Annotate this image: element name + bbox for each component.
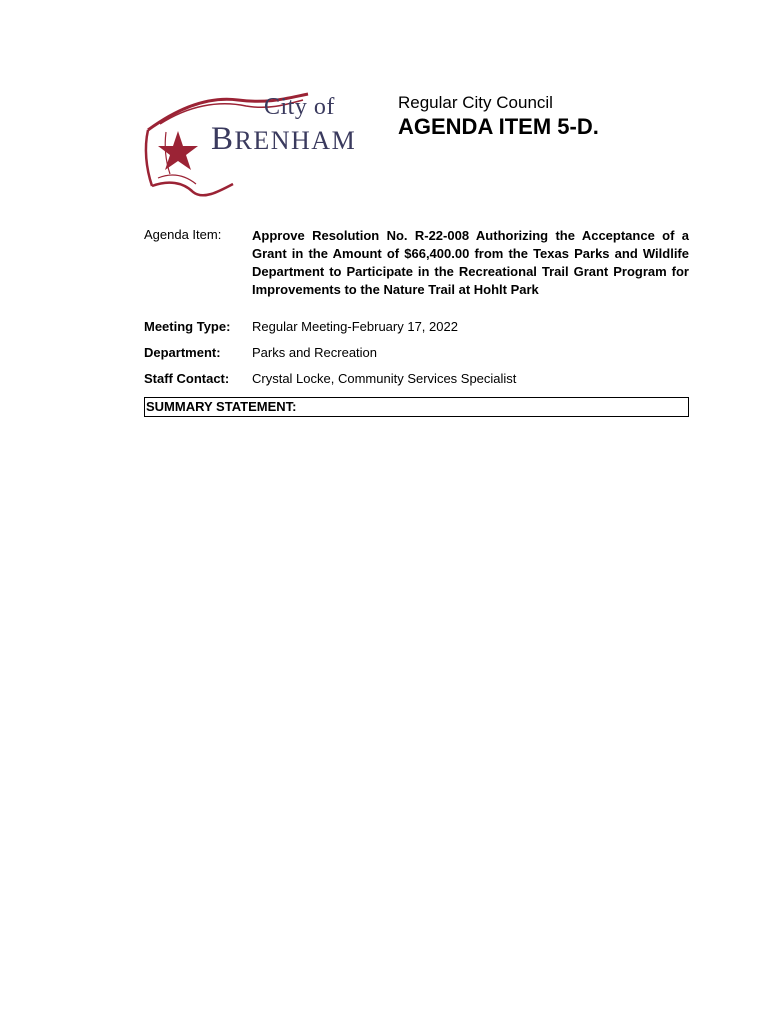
staff-contact-label: Staff Contact: (144, 371, 230, 386)
department-row (144, 345, 690, 363)
meeting-type-label: Meeting Type: (144, 319, 231, 334)
meeting-type-value: Regular Meeting-February 17, 2022 (252, 319, 458, 334)
meeting-type-row (144, 319, 690, 337)
department-label: Department: (144, 345, 221, 360)
staff-contact-value: Crystal Locke, Community Services Specialist (252, 371, 517, 386)
staff-contact-row (144, 371, 690, 389)
summary-statement-heading: SUMMARY STATEMENT: (144, 397, 689, 417)
department-value: Parks and Recreation (252, 345, 378, 360)
star-icon (158, 131, 198, 170)
logo-brenham: BRENHAM (211, 121, 357, 157)
meeting-subtitle: Regular City Council (398, 93, 553, 112)
agenda-item-label: Agenda Item: (144, 227, 222, 242)
logo-city-of: City of (264, 94, 335, 120)
agenda-item-value: Approve Resolution No. R-22-008 Authorizing the Acceptance of a Grant in the Amount of $66,400.00 from the Texas Parks and Wildlife Department to Participate in the Recreational Trail Grant Program for Improvements to the Nature Trail at Hohlt Park (252, 228, 689, 297)
page-title: AGENDA ITEM 5-D. (398, 114, 599, 139)
agenda-item-row (144, 227, 690, 299)
